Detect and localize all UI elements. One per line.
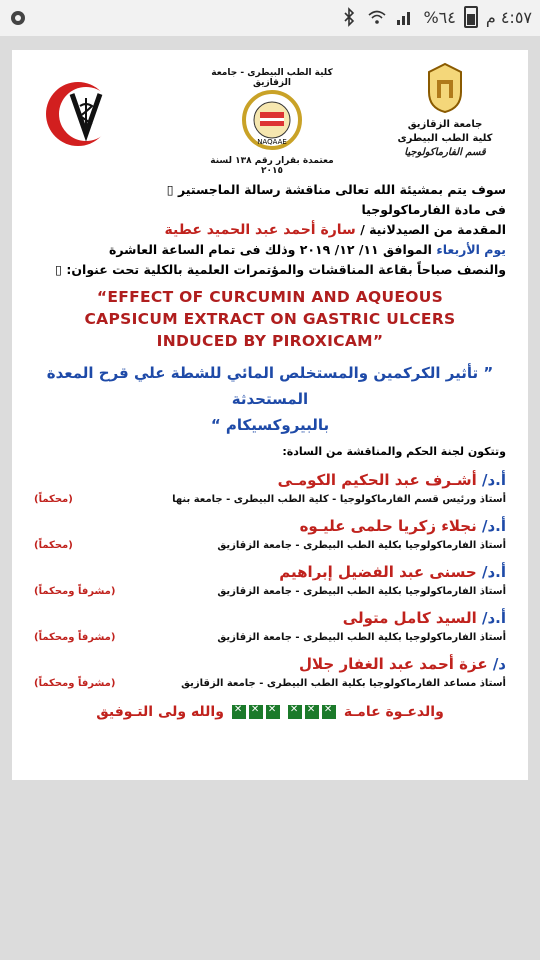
department-name: قسم الفارماكولوجيا: [404, 147, 486, 158]
member-role: (مشرفاً ومحكماً): [34, 632, 116, 643]
venue-line: والنصف صباحاً بقاعة المناقشات والمؤتمرات العلمية بالكلية تحت عنوان: ▯: [55, 262, 506, 277]
wifi-icon: [367, 7, 387, 27]
ornament-icon: [288, 705, 336, 719]
member-affiliation: أستاذ الفارماكولوجيا بكلية الطب البيطرى - جامعة الزقازيق: [217, 632, 506, 643]
date-text: الموافق ١١/ ١٢/ ٢٠١٩ وذلك فى تمام الساعة العاشرة: [109, 242, 432, 257]
member-name-line: [34, 514, 506, 538]
member-name-line: [34, 468, 506, 492]
venue-text: والنصف صباحاً بقاعة المناقشات والمؤتمرات العلمية بالكلية تحت عنوان:: [66, 262, 506, 277]
university-name: جامعة الزقازيق: [407, 119, 483, 130]
committee-member-3: [34, 560, 506, 600]
announcement-line-2: فى مادة الفارماكولوجيا: [361, 202, 506, 217]
announcement-line-1: سوف يتم بمشيئة الله تعالى مناقشة رسالة الماجستير ▯: [166, 182, 506, 197]
member-name: عزة أحمد عبد الغفار جلال: [299, 655, 488, 673]
member-affiliation: أستاذ ورئيس قسم الفارماكولوجيا - كلية الطب البيطرى - جامعة بنها: [172, 494, 506, 505]
member-affiliation-line: [34, 630, 506, 646]
member-degree: أ.د/: [481, 609, 506, 627]
member-affiliation-line: [34, 492, 506, 508]
member-name: حسنى عبد الفضيل إبراهيم: [279, 563, 477, 581]
member-role: (محكماً): [34, 494, 73, 505]
english-title-line-3: INDUCED BY PIROXICAM”: [156, 332, 384, 350]
clock: ٤:٥٧ م: [485, 7, 532, 27]
announcement-body: [12, 180, 528, 720]
member-degree: أ.د/: [481, 563, 506, 581]
member-affiliation: أستاذ مساعد الفارماكولوجيا بكلية الطب البيطرى - جامعة الزقازيق: [181, 678, 506, 689]
member-role: (محكماً): [34, 540, 73, 551]
member-role: (مشرفاً ومحكماً): [34, 678, 116, 689]
status-bar: [0, 0, 540, 36]
member-name: السيد كامل متولى: [342, 609, 477, 627]
ornament-icon: [232, 705, 280, 719]
closing-text: والله ولى التـوفيق: [96, 704, 224, 720]
day-text: يوم الأربعاء: [436, 242, 506, 257]
committee-member-5: [34, 652, 506, 692]
member-affiliation: أستاذ الفارماكولوجيا بكلية الطب البيطرى - جامعة الزقازيق: [217, 540, 506, 551]
battery-icon: [464, 6, 478, 28]
member-degree: أ.د/: [481, 471, 506, 489]
member-name-line: [34, 606, 506, 630]
arabic-title-line-2: بالبيروكسيكام “: [210, 416, 330, 434]
english-thesis-title: [34, 286, 506, 352]
committee-member-1: [34, 468, 506, 508]
presenter-name: سارة أحمد عبد الحميد عطية: [164, 222, 356, 238]
university-logo-block: [380, 62, 510, 160]
accreditation-caption-top: كلية الطب البيطرى - جامعة الزقازيق: [211, 68, 333, 88]
accreditation-seal-icon: [232, 88, 312, 152]
member-name-line: [34, 560, 506, 584]
closing-line: [34, 704, 506, 720]
presenter-label: المقدمة من الصيدلانية /: [360, 222, 506, 237]
battery-percent: %٦٤: [423, 7, 456, 27]
member-degree: د/: [492, 655, 506, 673]
accreditation-logo-block: [207, 68, 337, 176]
intro-text: سوف يتم بمشيئة الله تعالى مناقشة رسالة الماجستير: [178, 182, 506, 197]
member-name-line: [34, 652, 506, 676]
settings-icon: [8, 8, 28, 28]
member-affiliation-line: [34, 676, 506, 692]
announcement-sheet: [12, 50, 528, 780]
vet-faculty-logo: [42, 78, 114, 154]
member-name: نجلاء زكريا حلمى عليـوه: [299, 517, 477, 535]
member-degree: أ.د/: [481, 517, 506, 535]
committee-member-2: [34, 514, 506, 554]
presenter-line: [34, 220, 506, 240]
accreditation-caption-bottom: معتمدة بقرار رقم ١٣٨ لسنة ٢٠١٥: [210, 156, 334, 176]
status-right: [339, 6, 532, 28]
member-affiliation-line: [34, 538, 506, 554]
letterhead: [12, 50, 528, 180]
committee-intro: وتتكون لجنة الحكم والمناقشة من السادة:: [282, 445, 506, 458]
status-left: [8, 8, 28, 28]
faculty-name: كلية الطب البيطرى: [397, 133, 493, 144]
signal-icon: [395, 7, 415, 27]
member-affiliation-line: [34, 584, 506, 600]
english-title-line-1: “EFFECT OF CURCUMIN AND AQUEOUS: [96, 288, 444, 306]
svg-text:NAQAAE: NAQAAE: [257, 138, 287, 146]
date-line: [34, 240, 506, 260]
university-crest-icon: [423, 62, 467, 114]
arabic-title-line-1: ” تأثير الكركمين والمستخلص المائي للشطة علي قرح المعدة المستحدثة: [46, 364, 494, 408]
arabic-thesis-title: [34, 360, 506, 438]
veterinary-crescent-icon: [42, 78, 114, 150]
member-name: أشـرف عبد الحكيم الكومـى: [277, 471, 477, 489]
invitation-text: والدعـوة عامـة: [343, 704, 444, 720]
member-affiliation: أستاذ الفارماكولوجيا بكلية الطب البيطرى - جامعة الزقازيق: [217, 586, 506, 597]
committee-member-4: [34, 606, 506, 646]
member-role: (مشرفاً ومحكماً): [34, 586, 116, 597]
bluetooth-icon: [339, 7, 359, 27]
english-title-line-2: CAPSICUM EXTRACT ON GASTRIC ULCERS: [84, 310, 456, 328]
